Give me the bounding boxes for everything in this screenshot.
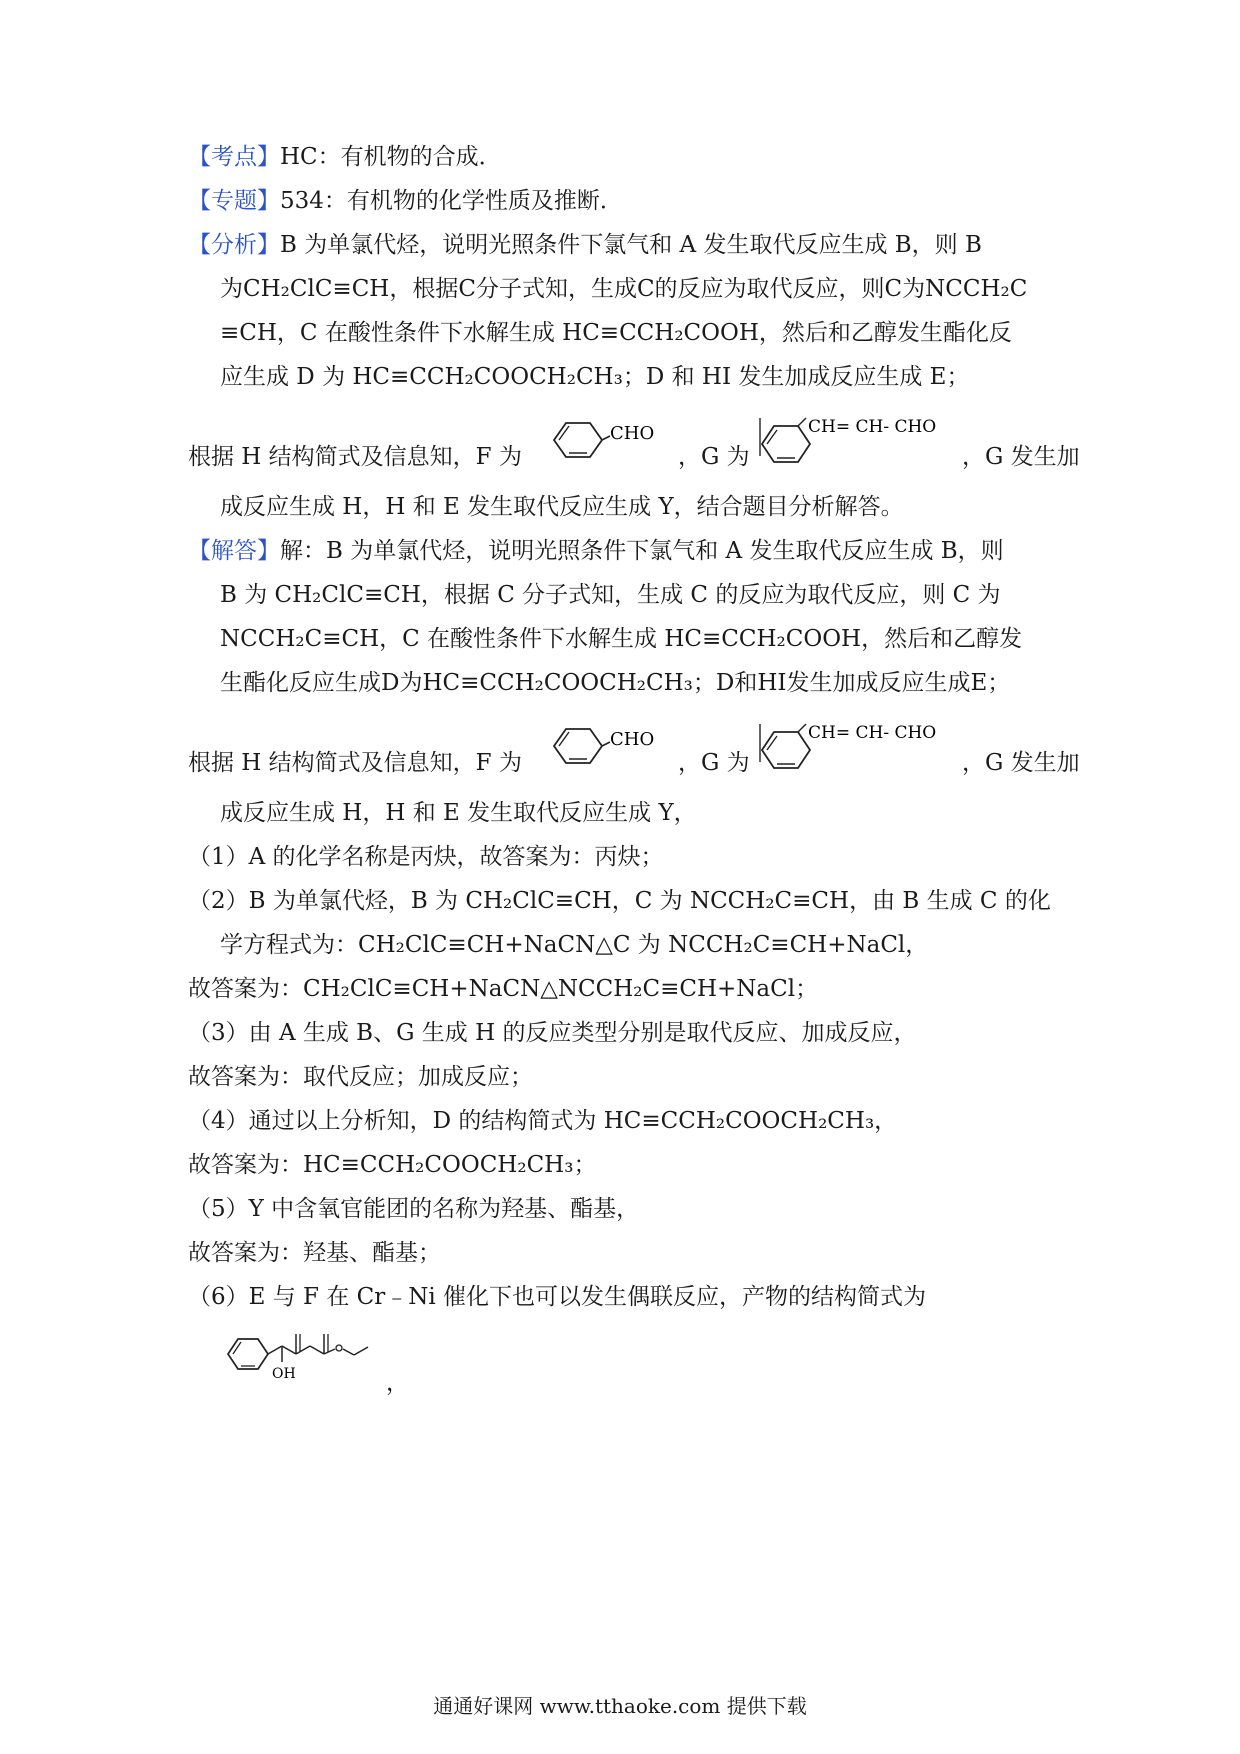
fenxi-text-1: B 为单氯代烃，说明光照条件下氯气和 A 发生取代反应生成 B，则 B	[280, 232, 982, 258]
fenxi-line-4: 应生成 D 为 HC≡CCH₂COOCH₂CH₃；D 和 HI 发生加成反应生成 E；	[220, 364, 970, 390]
answer-2-line-2: 学方程式为：CH₂ClC≡CH+NaCN△C 为 NCCH₂C≡CH+NaCl，	[220, 932, 929, 958]
kaodian-text: HC：有机物的合成．	[280, 144, 502, 170]
cho-label: CHO	[610, 729, 655, 750]
answer-4-line-1: （4）通过以上分析知，D 的结构简式为 HC≡CCH₂COOCH₂CH₃，	[188, 1108, 898, 1134]
cho-label: CHO	[610, 423, 655, 444]
answer-4-line-2: 故答案为：HC≡CCH₂COOCH₂CH₃；	[188, 1152, 597, 1178]
jieda-tag: 【解答】	[188, 538, 280, 564]
jieda-line-6: 成反应生成 H，H 和 E 发生取代反应生成 Y，	[220, 800, 697, 826]
answer-3-line-1: （3）由 A 生成 B、G 生成 H 的反应类型分别是取代反应、加成反应，	[188, 1020, 917, 1046]
jieda-line-1	[188, 536, 1004, 566]
cinnamaldehyde-structure-1	[752, 416, 952, 476]
answer-6-comma: ，	[386, 1370, 409, 1396]
fenxi-line-2: 为CH₂ClC≡CH，根据C分子式知，生成C的反应为取代反应，则C为NCCH₂C	[220, 276, 1028, 302]
jieda-line-4: 生酯化反应生成D为HC≡CCH₂COOCH₂CH₃；D和HI发生加成反应生成E；	[220, 670, 1011, 696]
benzaldehyde-structure-1	[542, 414, 662, 466]
fenxi-line-1	[188, 230, 982, 260]
jieda-text-1: 解：B 为单氯代烃，说明光照条件下氯气和 A 发生取代反应生成 B，则	[280, 538, 1004, 564]
product-structure	[222, 1318, 402, 1390]
benzaldehyde-structure-2	[542, 720, 662, 772]
jieda-line-5b: ，G 为	[678, 750, 750, 776]
fenxi-line-5c: ，G 发生加	[962, 444, 1080, 470]
answer-6-line-1: （6）E 与 F 在 Cr﹣Ni 催化下也可以发生偶联反应，产物的结构简式为	[188, 1284, 927, 1310]
zhuanti-text: 534：有机物的化学性质及推断．	[280, 188, 623, 214]
vinyl-cho-label: CH= CH- CHO	[808, 723, 937, 743]
jieda-line-5c: ，G 发生加	[962, 750, 1080, 776]
page-footer: 通通好课网 www.tthaoke.com 提供下载	[433, 1694, 807, 1718]
fenxi-line-6: 成反应生成 H，H 和 E 发生取代反应生成 Y，结合题目分析解答。	[220, 494, 904, 520]
answer-1: （1）A 的化学名称是丙炔，故答案为：丙炔；	[188, 844, 664, 870]
cinnamaldehyde-structure-2	[752, 722, 952, 782]
answer-2-line-3: 故答案为：CH₂ClC≡CH+NaCN△NCCH₂C≡CH+NaCl；	[188, 976, 819, 1002]
kaodian-tag: 【考点】	[188, 144, 280, 170]
answer-3-line-2: 故答案为：取代反应；加成反应；	[188, 1064, 533, 1090]
jieda-line-2: B 为 CH₂ClC≡CH，根据 C 分子式知，生成 C 的反应为取代反应，则 C 为	[220, 582, 1001, 608]
zhuanti-tag: 【专题】	[188, 188, 280, 214]
answer-5-line-2: 故答案为：羟基、酯基；	[188, 1240, 441, 1266]
oh-label: OH	[272, 1366, 296, 1382]
fenxi-line-3: ≡CH，C 在酸性条件下水解生成 HC≡CCH₂COOH，然后和乙醇发生酯化反	[220, 320, 1012, 346]
answer-5-line-1: （5）Y 中含氧官能团的名称为羟基、酯基，	[188, 1196, 640, 1222]
answer-2-line-1: （2）B 为单氯代烃，B 为 CH₂ClC≡CH，C 为 NCCH₂C≡CH，由 B 生成 C 的化	[188, 888, 1051, 914]
kaodian-line	[188, 142, 502, 172]
fenxi-tag: 【分析】	[188, 232, 280, 258]
fenxi-line-5a: 根据 H 结构简式及信息知，F 为	[188, 444, 522, 470]
jieda-line-5a: 根据 H 结构简式及信息知，F 为	[188, 750, 522, 776]
fenxi-line-5b: ，G 为	[678, 444, 750, 470]
jieda-line-3: NCCH₂C≡CH，C 在酸性条件下水解生成 HC≡CCH₂COOH，然后和乙醇发	[220, 626, 1023, 652]
zhuanti-line	[188, 186, 623, 216]
vinyl-cho-label: CH= CH- CHO	[808, 417, 937, 437]
